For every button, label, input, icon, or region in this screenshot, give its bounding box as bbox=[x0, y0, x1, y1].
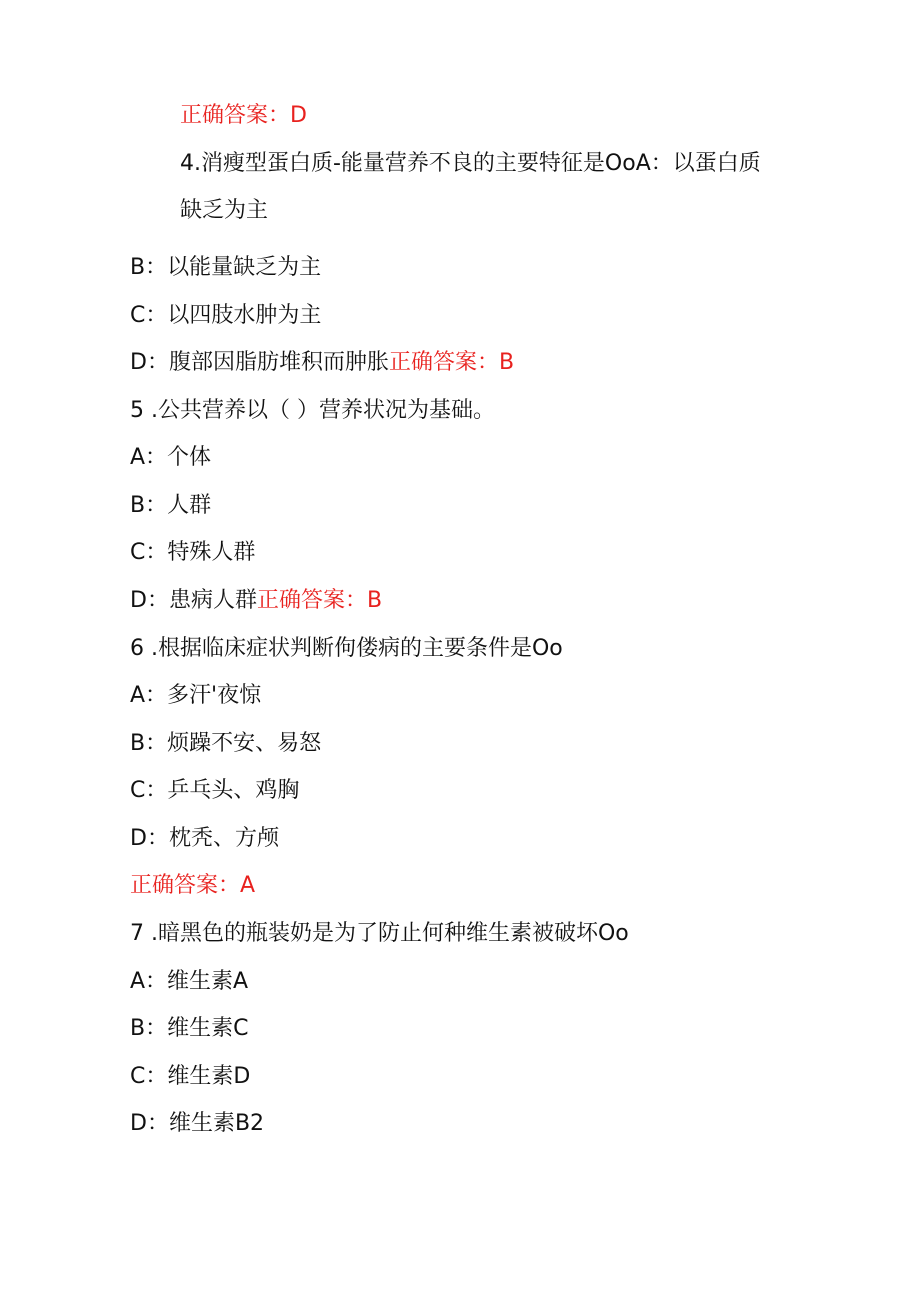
option-5-d: D：患病人群 bbox=[130, 588, 257, 613]
option-5-c: C：特殊人群 bbox=[130, 540, 256, 565]
option-5-b: B：人群 bbox=[130, 493, 212, 518]
option-5-d-line bbox=[130, 586, 382, 616]
option-5-a: A：个体 bbox=[130, 445, 212, 470]
answer-q3: 正确答案：D bbox=[180, 103, 307, 128]
option-4-d-line bbox=[130, 348, 514, 378]
question-4-continued: 缺乏为主 bbox=[180, 198, 269, 223]
answer-q5: 正确答案：B bbox=[256, 588, 383, 613]
option-7-c: C：维生素D bbox=[130, 1064, 251, 1089]
question-4: 4.消瘦型蛋白质-能量营养不良的主要特征是OoA：以蛋白质 bbox=[180, 151, 761, 176]
option-7-d: D：维生素B2 bbox=[130, 1111, 265, 1136]
option-4-c: C：以四肢水肿为主 bbox=[130, 303, 322, 328]
option-6-d: D：枕秃、方颅 bbox=[130, 826, 279, 851]
option-4-d: D：腹部因脂肪堆积而肿胀 bbox=[130, 350, 389, 375]
option-4-b: B：以能量缺乏为主 bbox=[130, 255, 322, 280]
answer-q4: 正确答案：B bbox=[388, 350, 515, 375]
option-6-b: B：烦躁不安、易怒 bbox=[130, 731, 322, 756]
option-6-c: C：乒乓头、鸡胸 bbox=[130, 778, 300, 803]
question-5: 5 .公共营养以（ ）营养状况为基础。 bbox=[130, 398, 495, 423]
option-7-a: A：维生素A bbox=[130, 969, 249, 994]
question-6: 6 .根据临床症状判断佝偻病的主要条件是Oo bbox=[130, 636, 563, 661]
option-6-a: A：多汗'夜惊 bbox=[130, 683, 262, 708]
option-7-b: B：维生素C bbox=[130, 1016, 249, 1041]
question-7: 7 .暗黑色的瓶装奶是为了防止何种维生素被破坏Oo bbox=[130, 921, 629, 946]
answer-q6: 正确答案：A bbox=[130, 873, 256, 898]
